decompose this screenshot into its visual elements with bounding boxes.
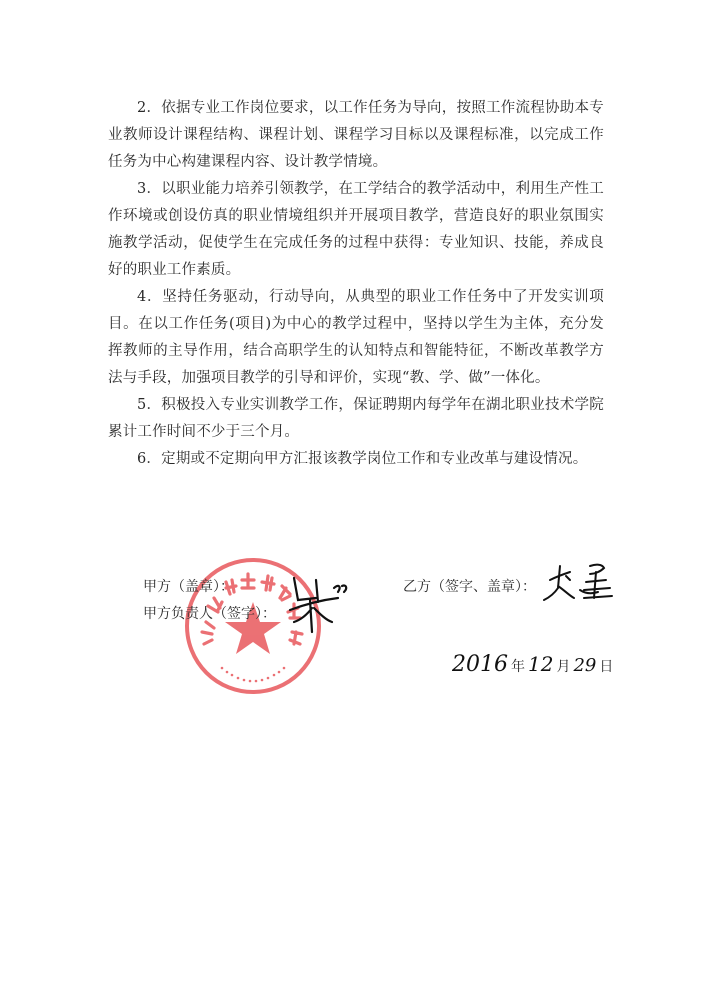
party-b-signature [540, 560, 620, 605]
party-a-rep-signature [286, 570, 356, 640]
date-year: 2016 [452, 652, 508, 677]
paragraph-3: 3．以职业能力培养引领教学，在工学结合的教学活动中，利用生产性工作环境或创设仿真的职业情境组织并开展项目教学，营造良好的职业氛围实施教学活动，促使学生在完成任务的过程中获得：专业知识、技能，养成良好的职业工作素质。 [108, 181, 604, 278]
date-day: 29 [573, 655, 597, 676]
body-text [108, 95, 604, 473]
party-b-label: 乙方（签字、盖章）： [403, 579, 536, 595]
party-a-rep-label: 甲方负责人（签字）： [143, 606, 276, 622]
paragraph-2: 2．依据专业工作岗位要求，以工作任务为导向，按照工作流程协助本专业教师设计课程结构、课程计划、课程学习目标以及课程标准，以完成工作任务为中心构建课程内容、设计教学情境。 [108, 100, 604, 170]
party-a-seal-label: 甲方（盖章）： [143, 579, 234, 595]
year-label: 年 [511, 659, 525, 675]
month-label: 月 [556, 659, 571, 675]
paragraph-6: 6．定期或不定期向甲方汇报该教学岗位工作和专业改革与建设情况。 [137, 451, 588, 467]
date-month: 12 [528, 652, 554, 676]
paragraph-4: 4．坚持任务驱动，行动导向，从典型的职业工作任务中了开发实训项目。在以工作任务(项目)为中心的教学过程中，坚持以学生为主体，充分发挥教师的主导作用，结合高职学生的认知特点和智能特征，不断改革教学方法与手段，加强项目教学的引导和评价，实现“教、学、做”一体化。 [108, 289, 604, 386]
paragraph-5: 5．积极投入专业实训教学工作，保证聘期内每学年在湖北职业技术学院累计工作时间不少于三个月。 [108, 397, 604, 440]
day-label: 日 [599, 659, 614, 675]
signing-date [452, 652, 613, 677]
